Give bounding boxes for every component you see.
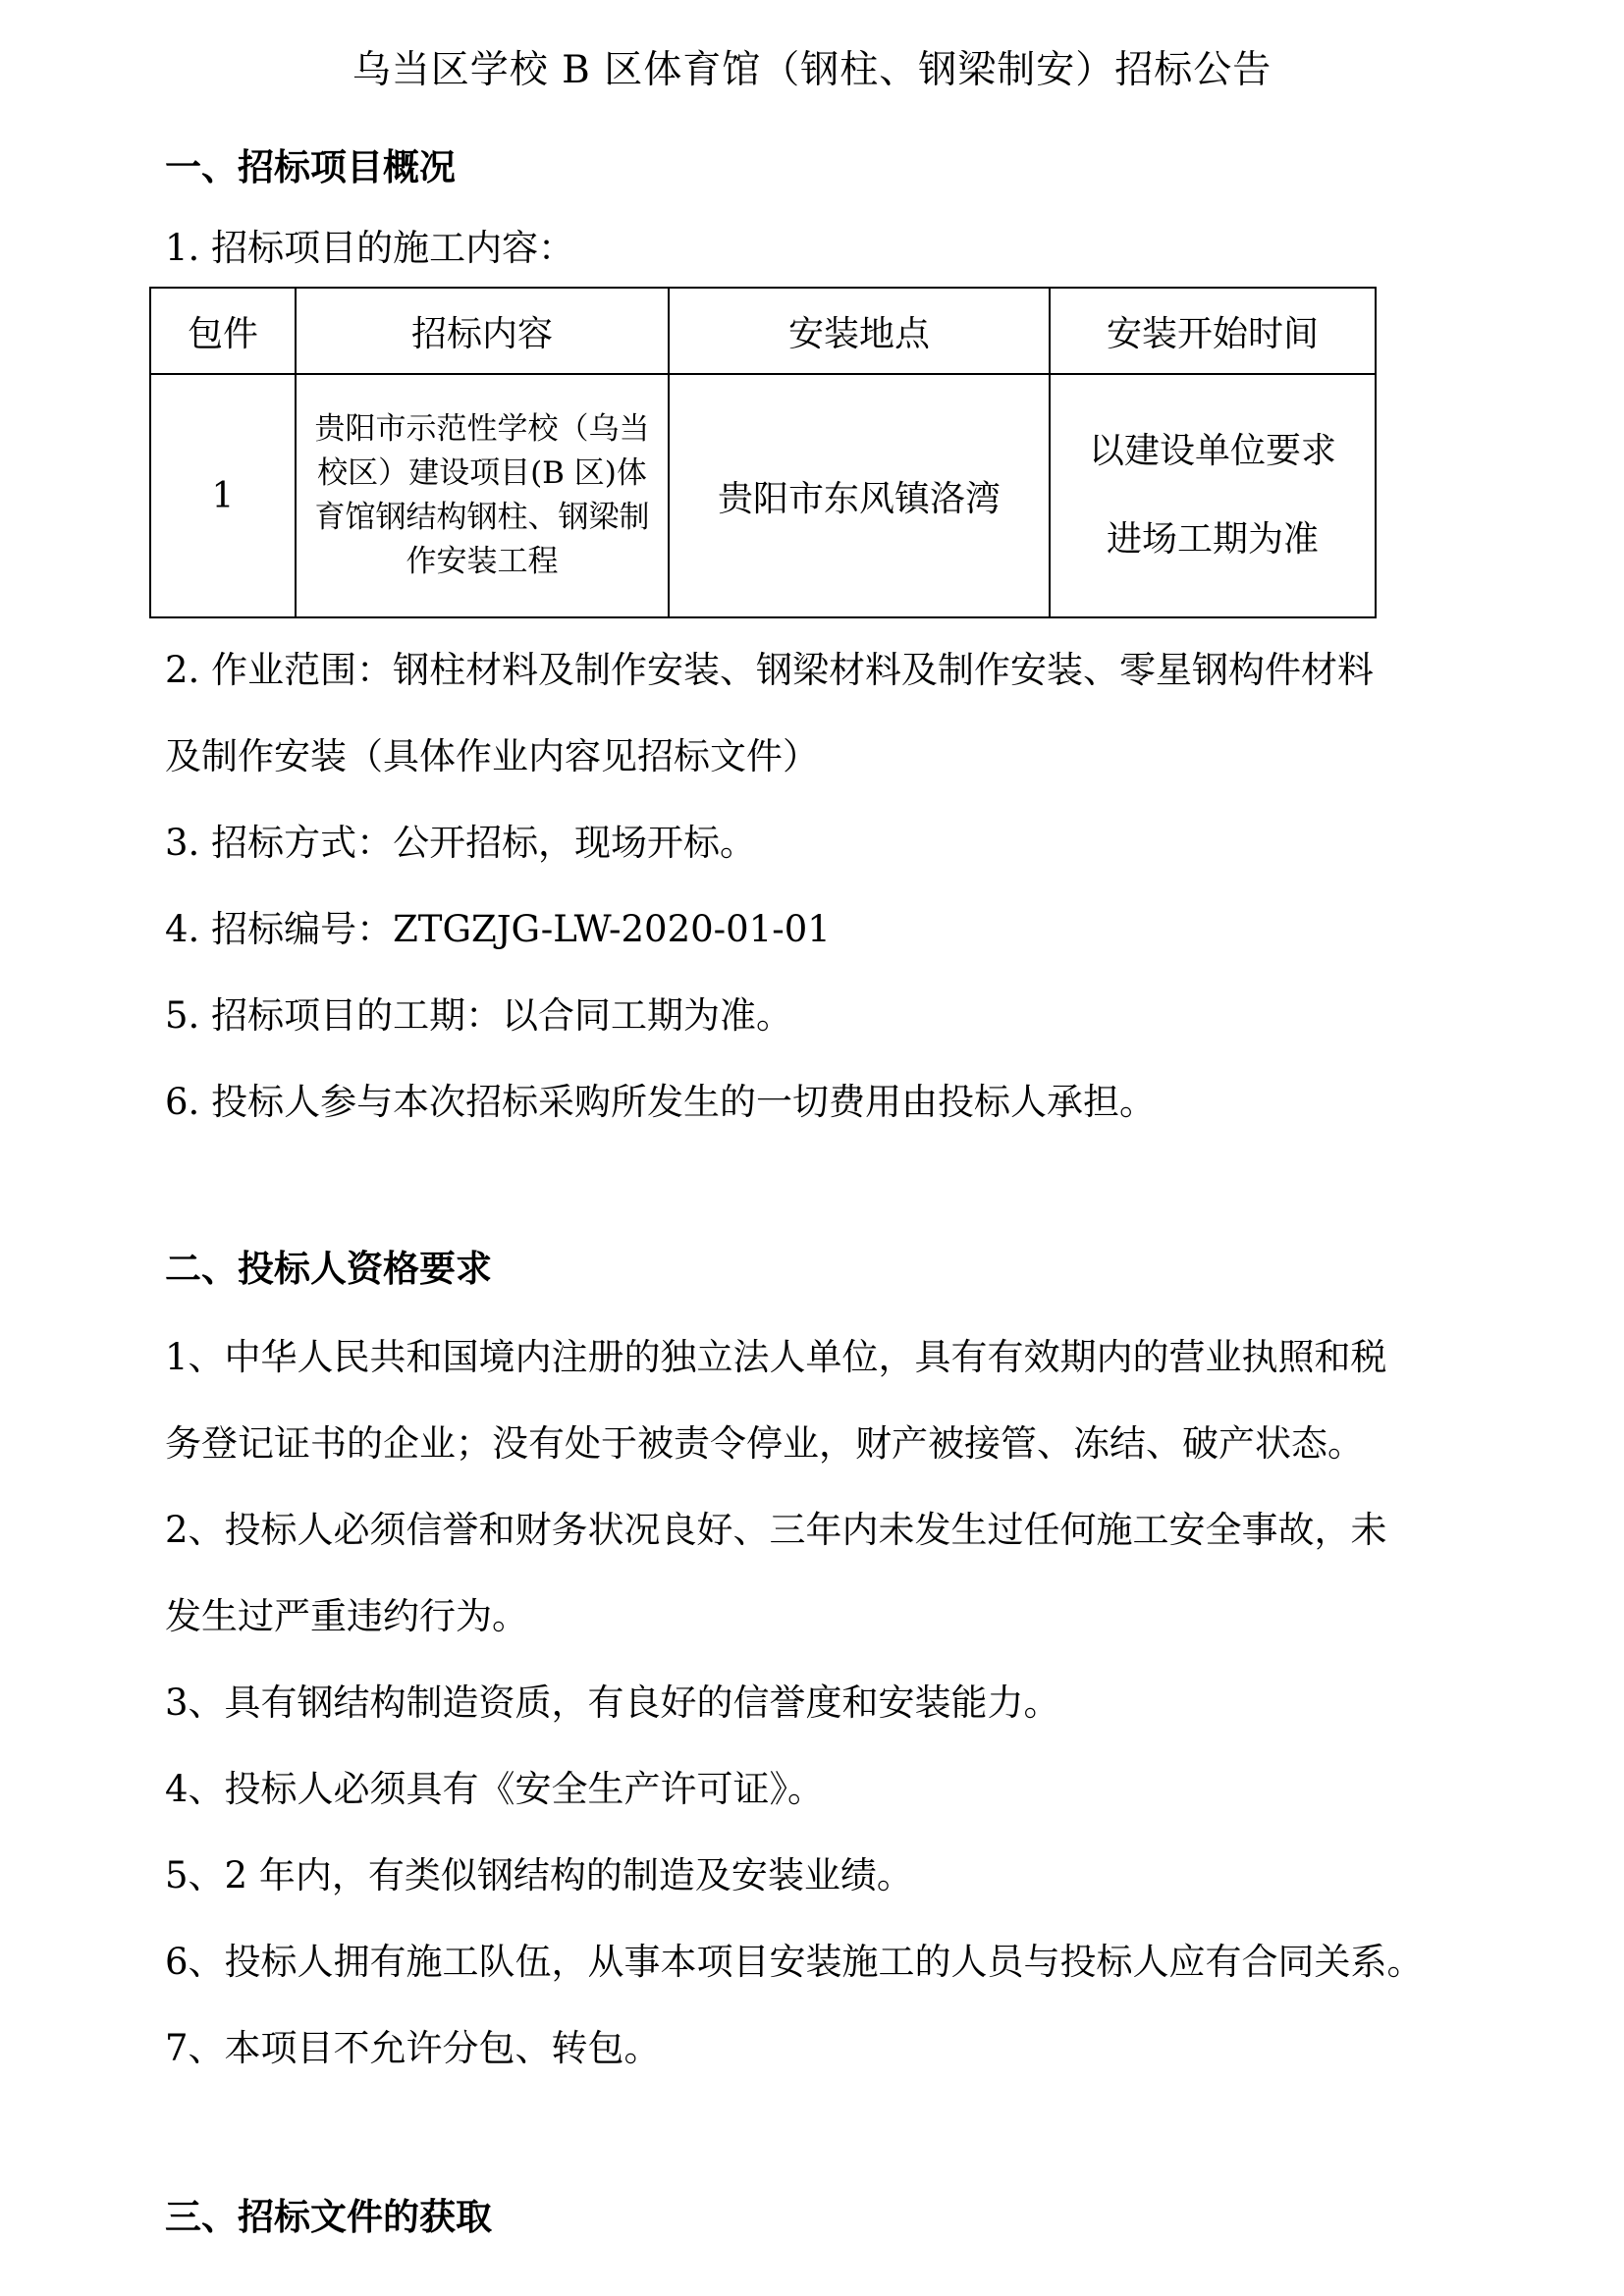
header-content: 招标内容 — [296, 288, 669, 374]
item-costs: 6. 投标人参与本次招标采购所发生的一切费用由投标人承担。 — [165, 1081, 1157, 1123]
document-title: 乌当区学校 B 区体育馆（钢柱、钢梁制安）招标公告 — [352, 48, 1272, 92]
table-row — [150, 374, 1376, 617]
requirement-4: 4、投标人必须具有《安全生产许可证》。 — [165, 1768, 825, 1810]
requirement-7: 7、本项目不允许分包、转包。 — [165, 2027, 661, 2069]
item-scope-line-1: 2. 作业范围：钢柱材料及制作安装、钢梁材料及制作安装、零星钢构件材料 — [165, 649, 1375, 691]
requirement-3: 3、具有钢结构制造资质，有良好的信誉度和安装能力。 — [165, 1682, 1060, 1724]
bid-table — [149, 287, 1377, 618]
section-heading-documents: 三、招标文件的获取 — [165, 2196, 492, 2238]
item-bid-method: 3. 招标方式：公开招标，现场开标。 — [165, 822, 757, 864]
requirement-1-line-2: 务登记证书的企业；没有处于被责令停业，财产被接管、冻结、破产状态。 — [165, 1422, 1364, 1465]
start-time-line-1: 以建设单位要求 — [1088, 431, 1336, 471]
requirement-1-line-1: 1、中华人民共和国境内注册的独立法人单位，具有有效期内的营业执照和税 — [165, 1336, 1387, 1378]
section-heading-qualifications: 二、投标人资格要求 — [165, 1248, 492, 1290]
requirement-2-line-1: 2、投标人必须信誉和财务状况良好、三年内未发生过任何施工安全事故，未 — [165, 1509, 1387, 1551]
cell-start-time — [1050, 374, 1376, 617]
cell-content: 贵阳市示范性学校（乌当校区）建设项目(B 区)体育馆钢结构钢柱、钢梁制作安装工程 — [296, 374, 669, 617]
item-duration: 5. 招标项目的工期：以合同工期为准。 — [165, 994, 793, 1037]
cell-location: 贵阳市东风镇洛湾 — [669, 374, 1050, 617]
header-location: 安装地点 — [669, 288, 1050, 374]
cell-package: 1 — [150, 374, 296, 617]
requirement-5: 5、2 年内，有类似钢结构的制造及安装业绩。 — [165, 1854, 913, 1896]
header-package: 包件 — [150, 288, 296, 374]
item-construction-content: 1. 招标项目的施工内容： — [165, 227, 575, 269]
item-bid-number: 4. 招标编号：ZTGZJG-LW-2020-01-01 — [165, 908, 831, 950]
table-header-row — [150, 288, 1376, 374]
requirement-2-line-2: 发生过严重违约行为。 — [165, 1595, 528, 1637]
start-time-line-2: 进场工期为准 — [1106, 519, 1319, 560]
requirement-6: 6、投标人拥有施工队伍，从事本项目安装施工的人员与投标人应有合同关系。 — [165, 1941, 1424, 1983]
item-scope-line-2: 及制作安装（具体作业内容见招标文件） — [165, 735, 819, 777]
header-start-time: 安装开始时间 — [1050, 288, 1376, 374]
section-heading-overview: 一、招标项目概况 — [165, 146, 456, 188]
